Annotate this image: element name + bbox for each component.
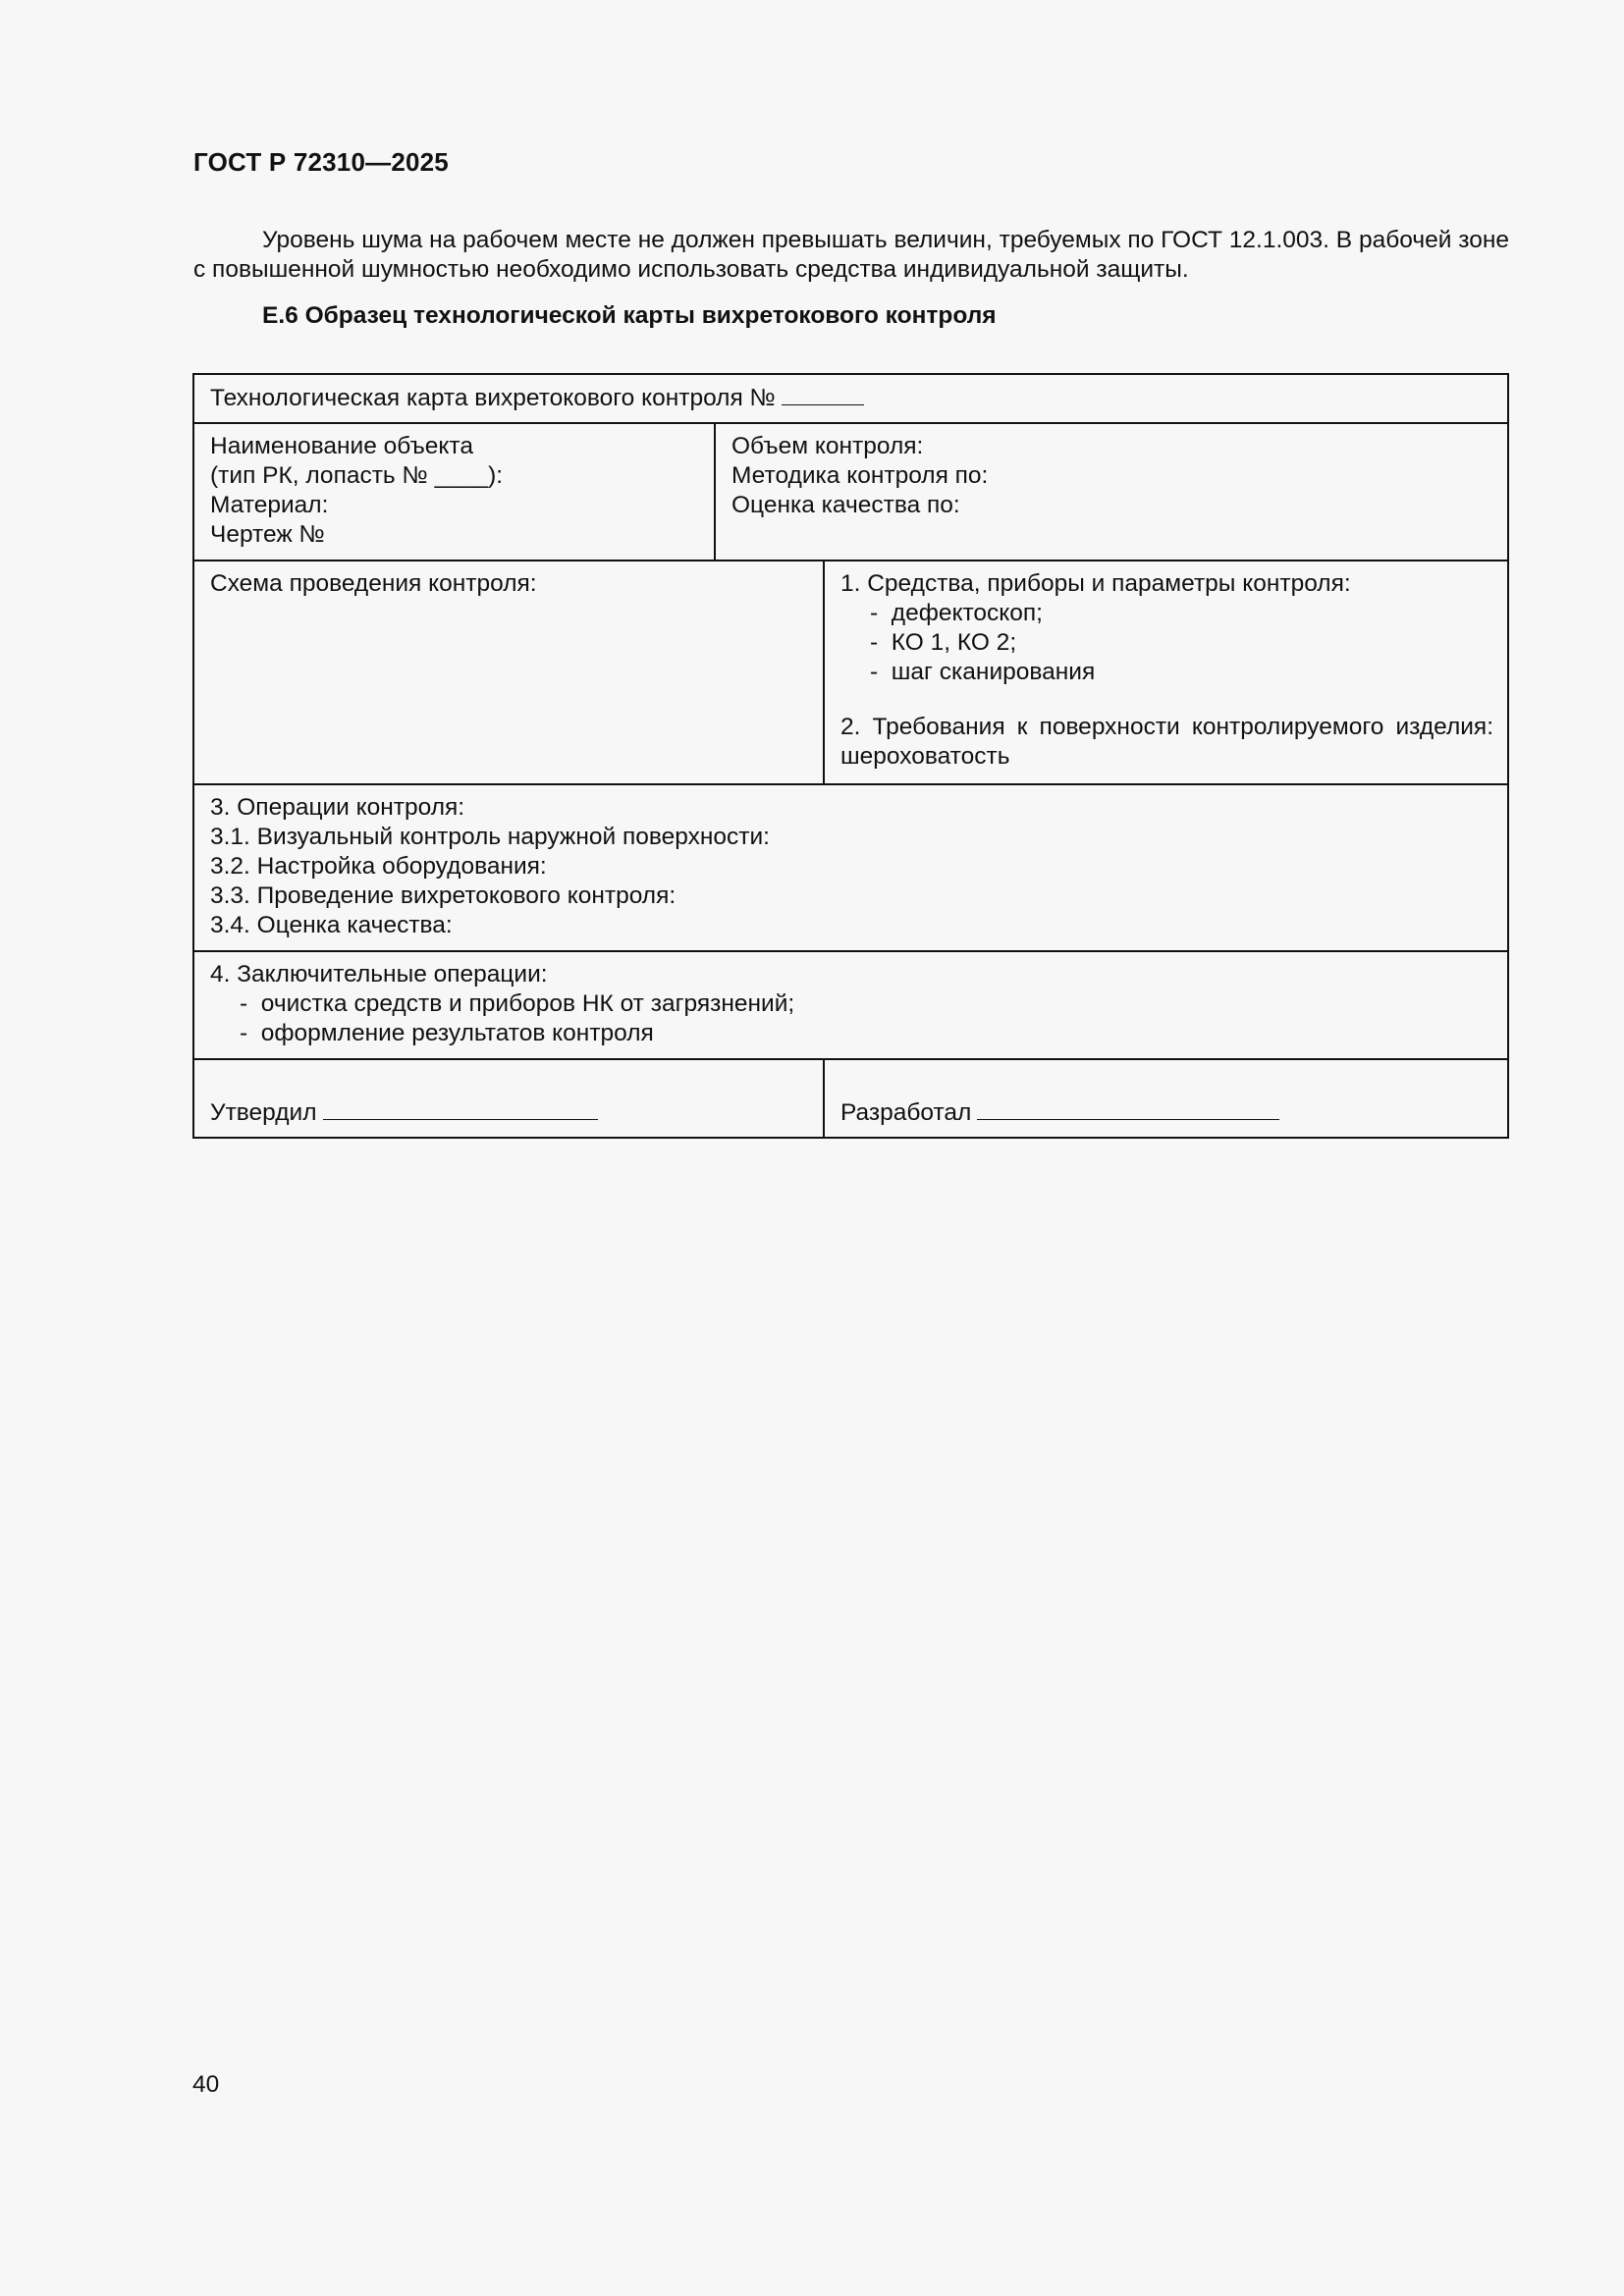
scheme-row xyxy=(194,561,1507,785)
object-type-label: (тип РК, лопасть № ____): xyxy=(210,462,504,489)
developed-label: Разработал xyxy=(840,1099,972,1126)
scope-cell xyxy=(714,424,1507,560)
approved-cell xyxy=(194,1060,823,1137)
means-item: - дефектоскоп; xyxy=(870,600,1043,626)
operation-item: 3.2. Настройка оборудования: xyxy=(210,853,547,880)
card-number-blank xyxy=(782,383,864,405)
operations-row xyxy=(194,785,1507,952)
operations-heading: 3. Операции контроля: xyxy=(210,794,465,821)
final-item: - оформление результатов контроля xyxy=(240,1020,654,1046)
object-cell xyxy=(194,424,714,560)
card-title-row xyxy=(194,375,1507,424)
intro-paragraph: Уровень шума на рабочем месте не должен превышать величин, требуемых по ГОСТ 12.1.003. В рабочей зоне с повышенной шумностью необходимо использовать средства индивидуальной защиты. xyxy=(193,227,1509,283)
operation-item: 3.1. Визуальный контроль наружной поверхности: xyxy=(210,824,770,850)
means-heading: 1. Средства, приборы и параметры контроля: xyxy=(840,570,1351,597)
developed-cell xyxy=(823,1060,1507,1137)
card-title: Технологическая карта вихретокового контроля № xyxy=(210,385,776,411)
document-header: ГОСТ Р 72310—2025 xyxy=(193,147,449,177)
object-name-label: Наименование объекта xyxy=(210,433,473,459)
means-item: - шаг сканирования xyxy=(870,659,1096,685)
material-label: Материал: xyxy=(210,492,329,518)
page-number: 40 xyxy=(192,2071,220,2098)
final-heading: 4. Заключительные операции: xyxy=(210,961,548,988)
final-operations-row xyxy=(194,952,1507,1060)
scheme-label: Схема проведения контроля: xyxy=(210,570,537,597)
surface-requirements-line: 2. Требования к поверхности контролируемого изделия: xyxy=(840,714,1493,740)
means-item: - КО 1, КО 2; xyxy=(870,629,1017,656)
scheme-cell xyxy=(194,561,823,783)
method-label: Методика контроля по: xyxy=(731,462,989,489)
approved-label: Утвердил xyxy=(210,1099,317,1126)
section-title: Е.6 Образец технологической карты вихретокового контроля xyxy=(262,302,997,329)
operation-item: 3.4. Оценка качества: xyxy=(210,912,453,938)
volume-label: Объем контроля: xyxy=(731,433,924,459)
final-item: - очистка средств и приборов НК от загрязнений; xyxy=(240,990,795,1017)
object-row xyxy=(194,424,1507,561)
drawing-label: Чертеж № xyxy=(210,521,325,548)
tech-card-table xyxy=(192,373,1509,1139)
developed-signature-blank xyxy=(977,1097,1279,1120)
means-cell xyxy=(823,561,1507,783)
quality-label: Оценка качества по: xyxy=(731,492,960,518)
signature-row xyxy=(194,1060,1507,1137)
approved-signature-blank xyxy=(323,1097,598,1120)
operation-item: 3.3. Проведение вихретокового контроля: xyxy=(210,882,677,909)
roughness-label: шероховатость xyxy=(840,743,1010,770)
